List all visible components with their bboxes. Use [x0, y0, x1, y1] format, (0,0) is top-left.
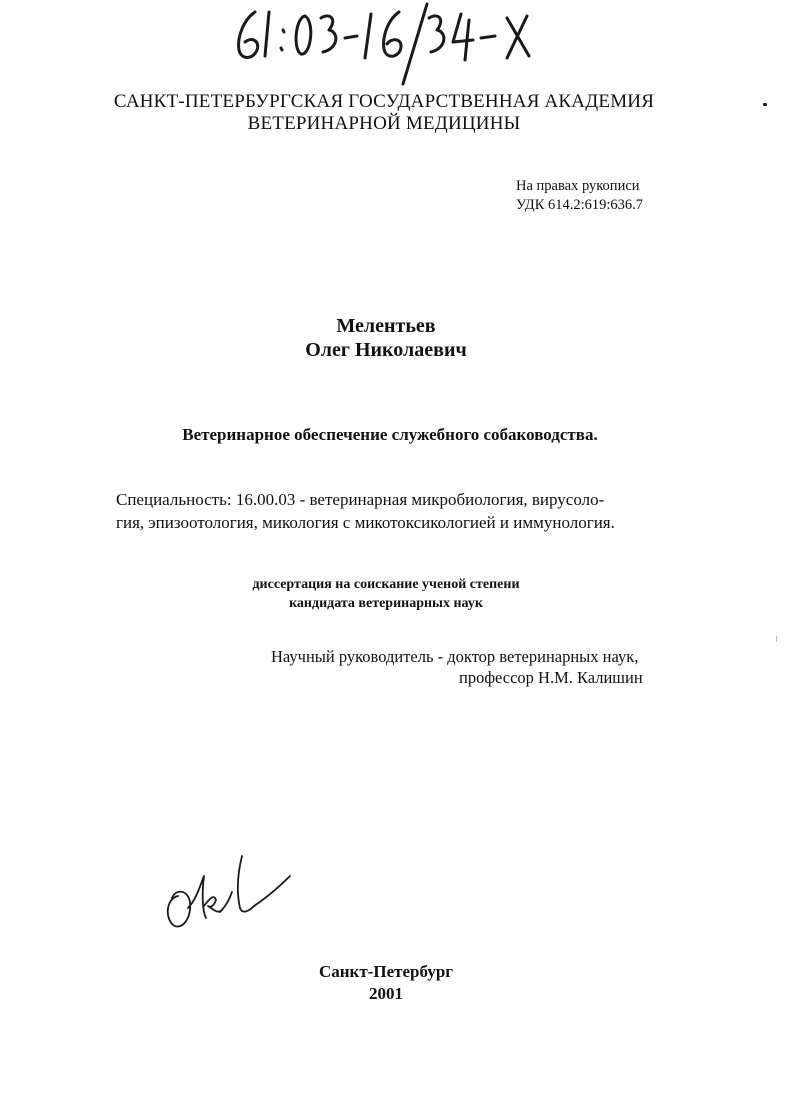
academy-name-line1: САНКТ-ПЕТЕРБУРГСКАЯ ГОСУДАРСТВЕННАЯ АКАДЕМИЯ [113, 91, 655, 112]
scan-artifact [776, 636, 777, 642]
degree-line1: диссертация на соискание ученой степени [252, 577, 520, 592]
degree-line2: кандидата ветеринарных наук [289, 596, 483, 611]
manuscript-block [516, 177, 643, 215]
scan-artifact [763, 103, 767, 106]
specialty-line2: гия, эпизоотология, микология с микотоксикологией и иммунология. [116, 513, 615, 532]
handwritten-archive-code [225, 0, 545, 100]
supervisor-line2: профессор Н.М. Калишин [459, 668, 643, 687]
specialty-line1: Специальность: 16.00.03 - ветеринарная микробиология, вирусоло- [116, 490, 605, 509]
manuscript-rights: На правах рукописи [516, 178, 640, 194]
dissertation-title: Ветеринарное обеспечение служебного собаководства. [182, 425, 598, 444]
signature [158, 836, 298, 936]
udc-code: УДК 614.2:619:636.7 [516, 197, 644, 213]
specialty-block [116, 488, 676, 534]
author-surname: Мелентьев [336, 315, 436, 337]
publication-place: Санкт-Петербург [318, 962, 454, 981]
publication-year: 2001 [369, 984, 403, 1003]
author-name-patronymic: Олег Николаевич [305, 339, 467, 361]
supervisor-line1: Научный руководитель - доктор ветеринарных наук, [271, 647, 639, 666]
academy-name-line2: ВЕТЕРИНАРНОЙ МЕДИЦИНЫ [247, 113, 521, 134]
